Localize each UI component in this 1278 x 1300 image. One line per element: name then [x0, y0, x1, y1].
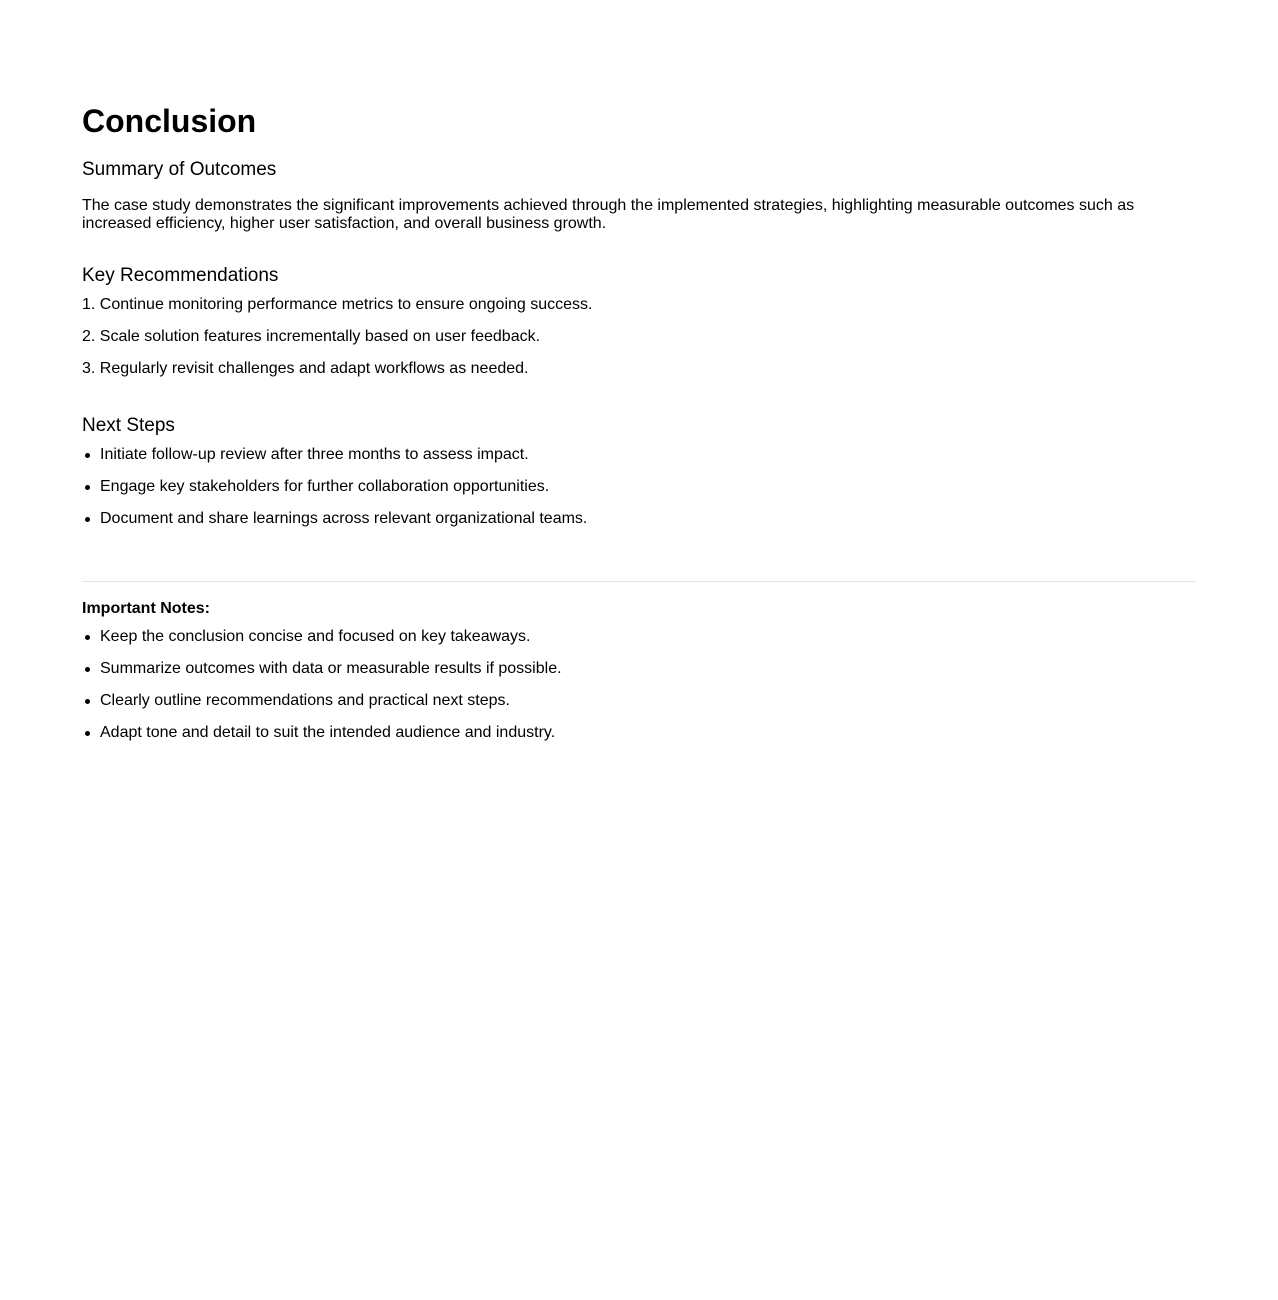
next-step-text: Document and share learnings across relevant organizational teams. — [100, 510, 588, 527]
summary-paragraph: The case study demonstrates the significant improvements achieved through the implemented strategies, highlighting measurable outcomes such as increased efficiency, higher user satisfaction, and overall business growth. — [82, 197, 1135, 232]
bullet-icon — [85, 635, 90, 640]
next-step-item — [82, 508, 587, 540]
important-notes-label: Important Notes: — [82, 600, 210, 617]
next-step-item — [82, 444, 587, 476]
important-notes-list — [82, 626, 562, 754]
note-item — [82, 722, 562, 754]
bullet-icon — [85, 485, 90, 490]
recommendations-list — [82, 294, 592, 390]
recommendation-item: 1. Continue monitoring performance metrics to ensure ongoing success. — [82, 296, 593, 313]
recommendation-item: 3. Regularly revisit challenges and adapt workflows as needed. — [82, 360, 529, 377]
note-text: Summarize outcomes with data or measurable results if possible. — [100, 660, 562, 677]
note-text: Keep the conclusion concise and focused on key takeaways. — [100, 628, 531, 645]
note-item — [82, 690, 562, 722]
next-step-text: Initiate follow-up review after three months to assess impact. — [100, 446, 529, 463]
bullet-icon — [85, 517, 90, 522]
recommendations-heading: Key Recommendations — [82, 265, 279, 286]
recommendation-item: 2. Scale solution features incrementally based on user feedback. — [82, 328, 541, 345]
bullet-icon — [85, 731, 90, 736]
bullet-icon — [85, 699, 90, 704]
next-steps-list — [82, 444, 587, 540]
bullet-icon — [85, 453, 90, 458]
next-step-item — [82, 476, 587, 508]
note-text: Clearly outline recommendations and practical next steps. — [100, 692, 510, 709]
summary-heading: Summary of Outcomes — [82, 159, 277, 180]
next-step-text: Engage key stakeholders for further collaboration opportunities. — [100, 478, 550, 495]
next-steps-heading: Next Steps — [82, 415, 175, 436]
note-text: Adapt tone and detail to suit the intended audience and industry. — [100, 724, 556, 741]
page-title: Conclusion — [82, 103, 257, 139]
section-divider — [82, 581, 1196, 582]
note-item — [82, 658, 562, 690]
bullet-icon — [85, 667, 90, 672]
note-item — [82, 626, 562, 658]
